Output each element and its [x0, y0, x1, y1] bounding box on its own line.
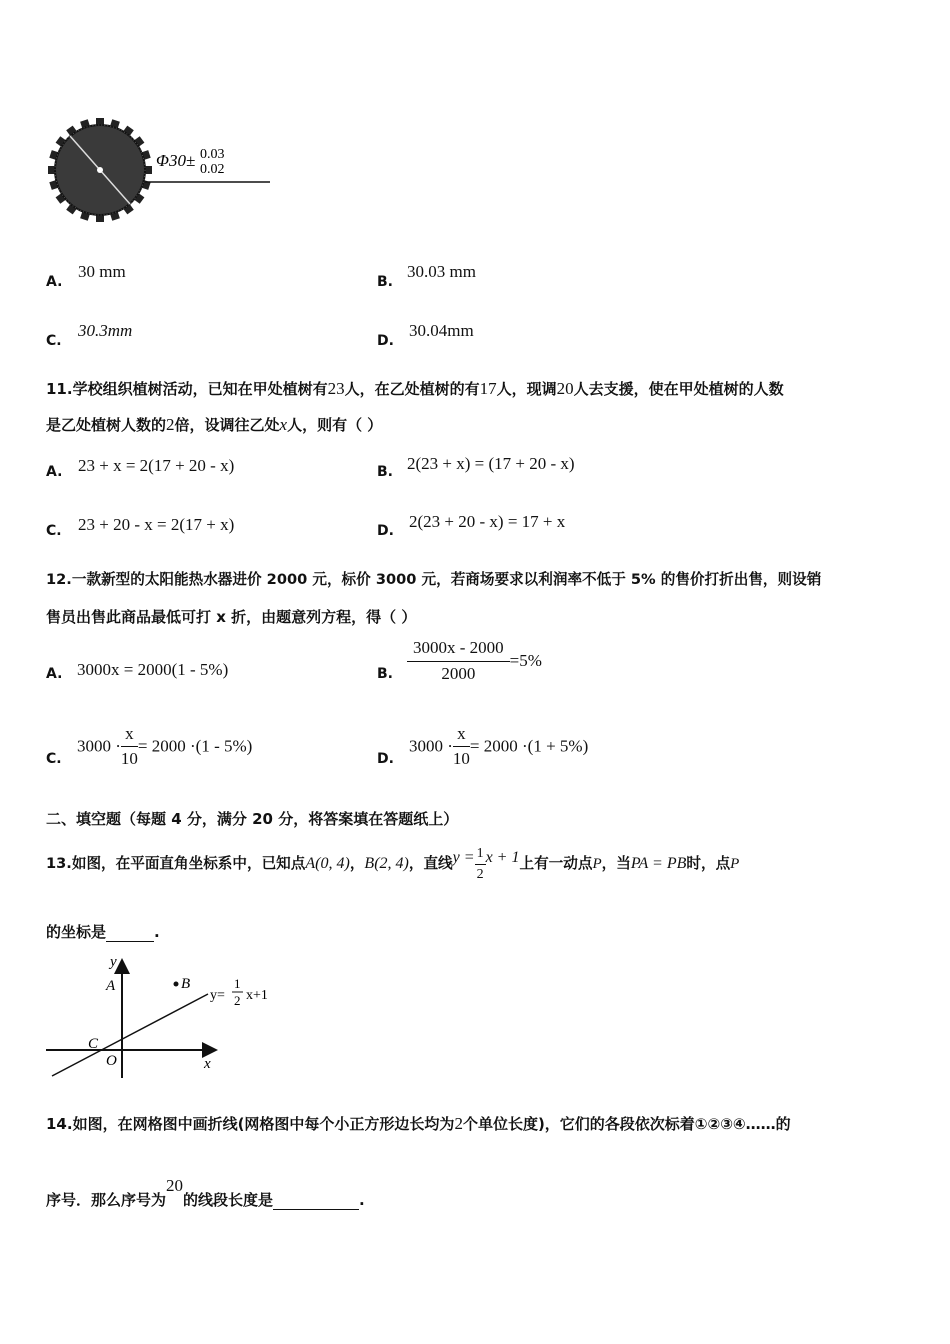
question-number: 11. — [46, 380, 73, 398]
question-number: 12. — [46, 571, 72, 588]
fraction: $\frac{1}{2}$ — [476, 845, 484, 882]
point-a: A(0, 4) — [305, 855, 350, 872]
q12-line2: 售员出售此商品最低可打 x 折，由题意列方程，得（ ） — [46, 608, 417, 626]
question-number: 14. — [46, 1115, 73, 1133]
option-formula: 2(23 + x) = (17 + 20 - x) — [407, 454, 575, 473]
option-formula: 2(23 + 20 - x) = 17 + x — [409, 512, 566, 531]
svg-text:x: x — [204, 1056, 211, 1072]
point-b-dot — [174, 982, 179, 987]
q13-line1: 13.如图，在平面直角坐标系中，已知点A(0, 4)，B(2, 4)，直线y = $\frac{1}{2}$ x + 1上有一动点P，当PA = PB时，点P — [46, 845, 740, 882]
answer-blank[interactable] — [273, 1191, 359, 1210]
option-formula: 23 + 20 - x = 2(17 + x) — [78, 515, 235, 534]
svg-text:1: 1 — [234, 976, 241, 991]
question-number: 13. — [46, 855, 72, 872]
answer-blank[interactable] — [106, 923, 154, 942]
section-title: 二、填空题（每题 4 分，满分 20 分，将答案填在答题纸上） — [46, 810, 459, 828]
svg-text:x+1: x+1 — [246, 988, 268, 1003]
line-graph — [52, 994, 208, 1076]
q14-line1: 14.如图，在网格图中画折线(网格图中每个小正方形边长均为2个单位长度)，它们的各段依次标着①②③④……的 — [46, 1114, 791, 1133]
svg-text:2: 2 — [234, 993, 241, 1008]
svg-text:A: A — [106, 978, 116, 994]
coordinate-figure — [40, 952, 290, 1082]
q12-line1: 12.一款新型的太阳能热水器进价 2000 元，标价 3000 元，若商场要求以利润率不低于 5% 的售价打折出售，则设销 — [46, 571, 822, 588]
option-formula: 3000x = 2000(1 - 5%) — [77, 660, 229, 679]
q14-line2: 序号．那么序号为20的线段长度是 . — [46, 1176, 365, 1209]
gear-tol-lower: 0.02 — [200, 162, 225, 177]
gear-icon — [40, 118, 280, 228]
svg-text:y=: y= — [210, 988, 225, 1003]
fraction: $\frac{x}{10}$ — [452, 724, 470, 768]
svg-text:y: y — [110, 954, 117, 970]
option-text: 30.03 mm — [407, 262, 476, 281]
q11-line1: 11.学校组织植树活动，已知在甲处植树有23人，在乙处植树的有17人，现调20人去支援，使在甲处植树的人数 — [46, 379, 784, 398]
coordinate-graph — [40, 952, 290, 1082]
gear-figure — [40, 118, 280, 228]
fraction: $\frac{x}{10}$ — [120, 724, 138, 768]
option-formula: 23 + x = 2(17 + 20 - x) — [78, 456, 235, 475]
option-letter: C. — [46, 333, 62, 349]
option-letter: B. — [377, 274, 393, 290]
gear-label: Φ30± — [156, 151, 196, 170]
svg-text:O: O — [106, 1053, 117, 1069]
q13-line2: 的坐标是 . — [46, 923, 160, 941]
option-text: 30 mm — [78, 262, 126, 281]
option-letter: D. — [377, 333, 394, 349]
fraction: $\frac{3000x - 2000}{2000}$ — [407, 638, 510, 684]
option-text: 30.04mm — [409, 321, 474, 340]
point-b: B(2, 4) — [364, 855, 409, 872]
svg-text:C: C — [88, 1036, 99, 1052]
svg-text:B: B — [181, 976, 191, 992]
q11-line2: 是乙处植树人数的2倍，设调往乙处x人，则有（ ） — [46, 415, 383, 434]
gear-tol-upper: 0.03 — [200, 147, 225, 162]
condition: PA = PB — [630, 855, 687, 872]
option-letter: A. — [46, 274, 63, 290]
option-text: 30.3mm — [78, 321, 133, 340]
